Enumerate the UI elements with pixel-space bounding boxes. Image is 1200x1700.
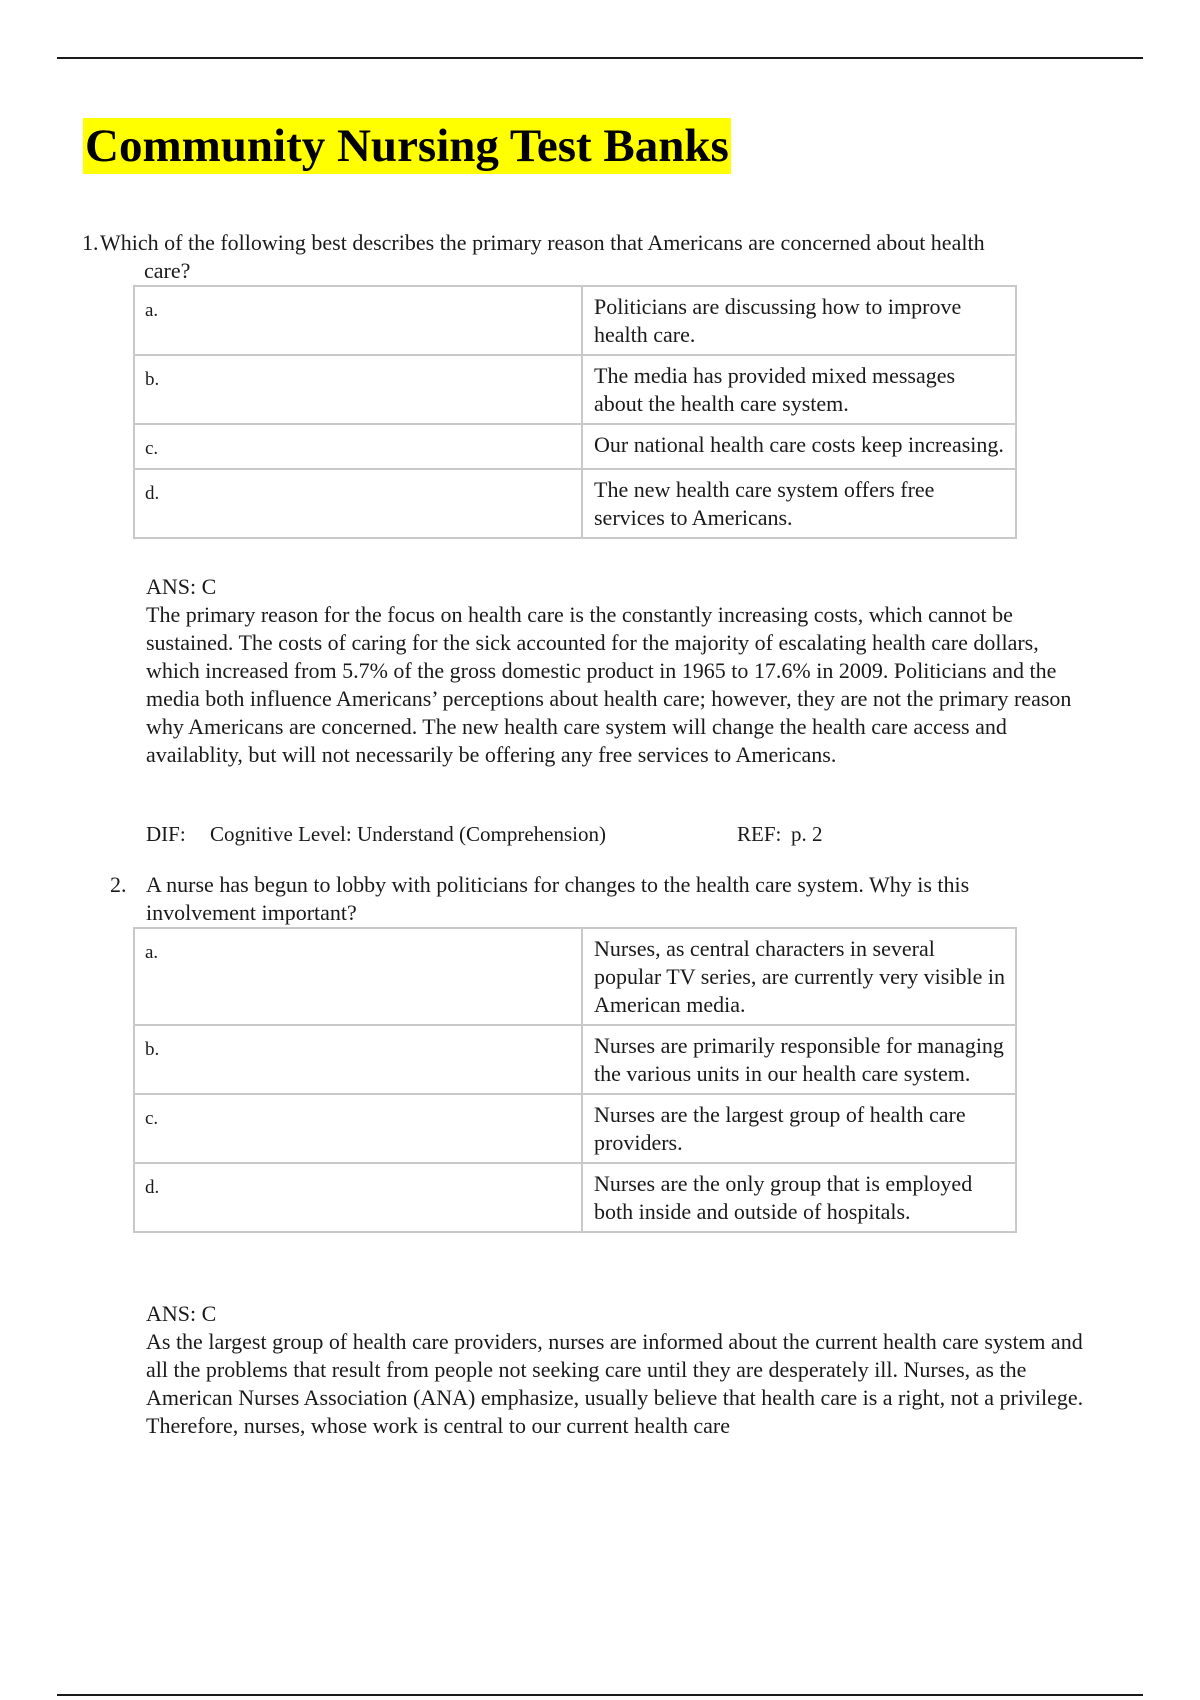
dif-label: DIF: [146, 822, 186, 846]
option-letter: a. [134, 928, 582, 1025]
ref-value: p. 2 [791, 822, 823, 846]
question-1-answer-block [146, 573, 1096, 769]
question-2-stem [110, 871, 1100, 927]
answer-rationale: As the largest group of health care providers, nurses are informed about the current health care system and all the problems that result from people not seeking care until they are desperately ill. Nurses, as the American Nurses Association (ANA) emphasize, usually believe that health care is a right, not a privilege. Therefore, nurses, whose work is central to our current health care [146, 1329, 1084, 1438]
option-text: Our national health care costs keep increasing. [582, 424, 1016, 469]
question-1-metadata [146, 820, 823, 848]
page-title: Community Nursing Test Banks [85, 120, 729, 172]
option-text: Politicians are discussing how to improve health care. [582, 286, 1016, 355]
option-text: The new health care system offers free services to Americans. [582, 469, 1016, 538]
top-rule [57, 57, 1143, 59]
option-letter: b. [134, 1025, 582, 1094]
option-text: Nurses are primarily responsible for managing the various units in our health care system. [582, 1025, 1016, 1094]
option-row [134, 286, 1016, 355]
bottom-rule [57, 1694, 1143, 1696]
option-row [134, 1094, 1016, 1163]
answer-rationale: The primary reason for the focus on health care is the constantly increasing costs, which cannot be sustained. The costs of caring for the sick accounted for the majority of escalating health care dollars, which increased from 5.7% of the gross domestic product in 1965 to 17.6% in 2009. Politicians and the media both influence Americans’ perceptions about health care; however, they are not the primary reason why Americans are concerned. The new health care system will change the health care access and availablity, but will not necessarily be offering any free services to Americans. [146, 602, 1072, 767]
title-block [83, 118, 731, 174]
option-row [134, 355, 1016, 424]
question-2-stem-rest: involvement important? [146, 900, 357, 925]
option-letter: d. [134, 1163, 582, 1232]
question-1-stem [82, 229, 1092, 285]
answer-label: ANS: C [146, 574, 217, 599]
ref-label: REF: [737, 822, 782, 846]
option-letter: d. [134, 469, 582, 538]
option-text: Nurses are the largest group of health care providers. [582, 1094, 1016, 1163]
option-text: Nurses, as central characters in several popular TV series, are currently very visible in American media. [582, 928, 1016, 1025]
option-row [134, 469, 1016, 538]
option-row [134, 928, 1016, 1025]
question-1-stem-rest: care? [144, 258, 191, 283]
question-2-stem-first: A nurse has begun to lobby with politicians for changes to the health care system. Why is this [146, 872, 970, 897]
option-letter: b. [134, 355, 582, 424]
dif-value: Cognitive Level: Understand (Comprehension) [210, 822, 606, 846]
question-1-options [133, 285, 1017, 539]
option-text: Nurses are the only group that is employed both inside and outside of hospitals. [582, 1163, 1016, 1232]
question-2-options [133, 927, 1017, 1233]
question-1-number: 1. [82, 230, 99, 255]
option-letter: a. [134, 286, 582, 355]
option-row [134, 1163, 1016, 1232]
question-2-number: 2. [110, 872, 127, 897]
option-letter: c. [134, 1094, 582, 1163]
option-row [134, 424, 1016, 469]
option-letter: c. [134, 424, 582, 469]
option-text: The media has provided mixed messages about the health care system. [582, 355, 1016, 424]
question-2-answer-block [146, 1300, 1096, 1440]
option-row [134, 1025, 1016, 1094]
question-1-stem-first: Which of the following best describes the primary reason that Americans are concerned about health [100, 230, 985, 255]
answer-label: ANS: C [146, 1301, 217, 1326]
